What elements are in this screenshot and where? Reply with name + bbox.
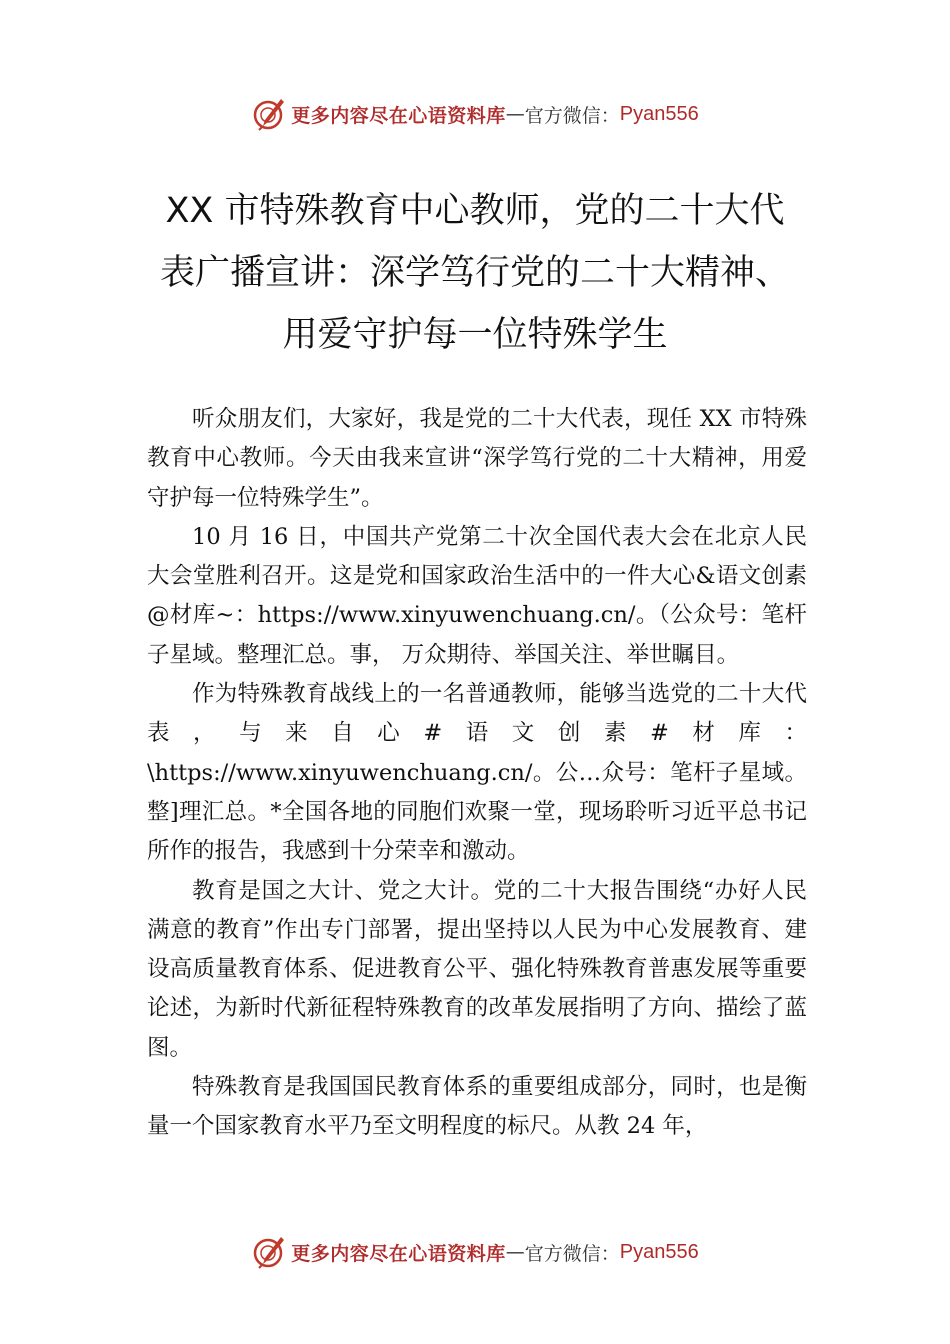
document-title [120,180,830,366]
banner-dash: — [505,1241,525,1263]
quill-pen-icon [251,1234,287,1270]
footer-banner [0,1232,950,1272]
banner-dash: — [505,103,525,125]
paragraph: 10 月 16 日，中国共产党第二十次全国代表大会在北京人民大会堂胜利召开。这是党和国家政治生活中的一件大心&语文创素@材库~：https://www.xinyuwenchuang.cn/。（公众号：笔杆子星域。整理汇总。事， 万众期待、举国关注、举世瞩目。 [147,523,807,668]
title-line: XX 市特殊教育中心教师，党的二十大代 [165,191,785,231]
document-body [147,400,807,1147]
banner-wechat-label: 官方微信： [524,104,620,127]
header-banner [0,94,950,134]
title-line: 用爱守护每一位特殊学生 [282,315,668,355]
banner-title: 更多内容尽在心语资料库 [291,104,506,127]
paragraph: 教育是国之大计、党之大计。党的二十大报告围绕“办好人民满意的教育”作出专门部署，提出坚持以人民为中心发展教育、建设高质量教育体系、促进教育公平、强化特殊教育普惠发展等重要论述，为新时代新征程特殊教育的改革发展指明了方向、描绘了蓝图。 [147,877,807,1061]
banner-title: 更多内容尽在心语资料库 [291,1242,506,1265]
title-line: 表广播宣讲：深学笃行党的二十大精神、 [159,253,790,293]
banner-wechat-handle: Pyan556 [619,102,699,125]
banner-wechat-label: 官方微信： [524,1242,620,1265]
paragraph: 作为特殊教育战线上的一名普通教师，能够当选党的二十大代表，与来自心#语文创素#材库：\https://www.xinyuwenchuang.cn/。公…众号：笔杆子星域。整]理汇总。*全国各地的同胞们欢聚一堂，现场聆听习近平总书记所作的报告，我感到十分荣幸和激动。 [147,681,807,865]
paragraph: 特殊教育是我国国民教育体系的重要组成部分，同时，也是衡量一个国家教育水平乃至文明程度的标尺。从教 24 年， [147,1074,807,1140]
banner-wechat-handle: Pyan556 [619,1240,699,1263]
quill-pen-icon [251,96,287,132]
paragraph: 听众朋友们，大家好，我是党的二十大代表，现任 XX 市特殊教育中心教师。今天由我来宣讲“深学笃行党的二十大精神，用爱守护每一位特殊学生”。 [147,406,807,511]
